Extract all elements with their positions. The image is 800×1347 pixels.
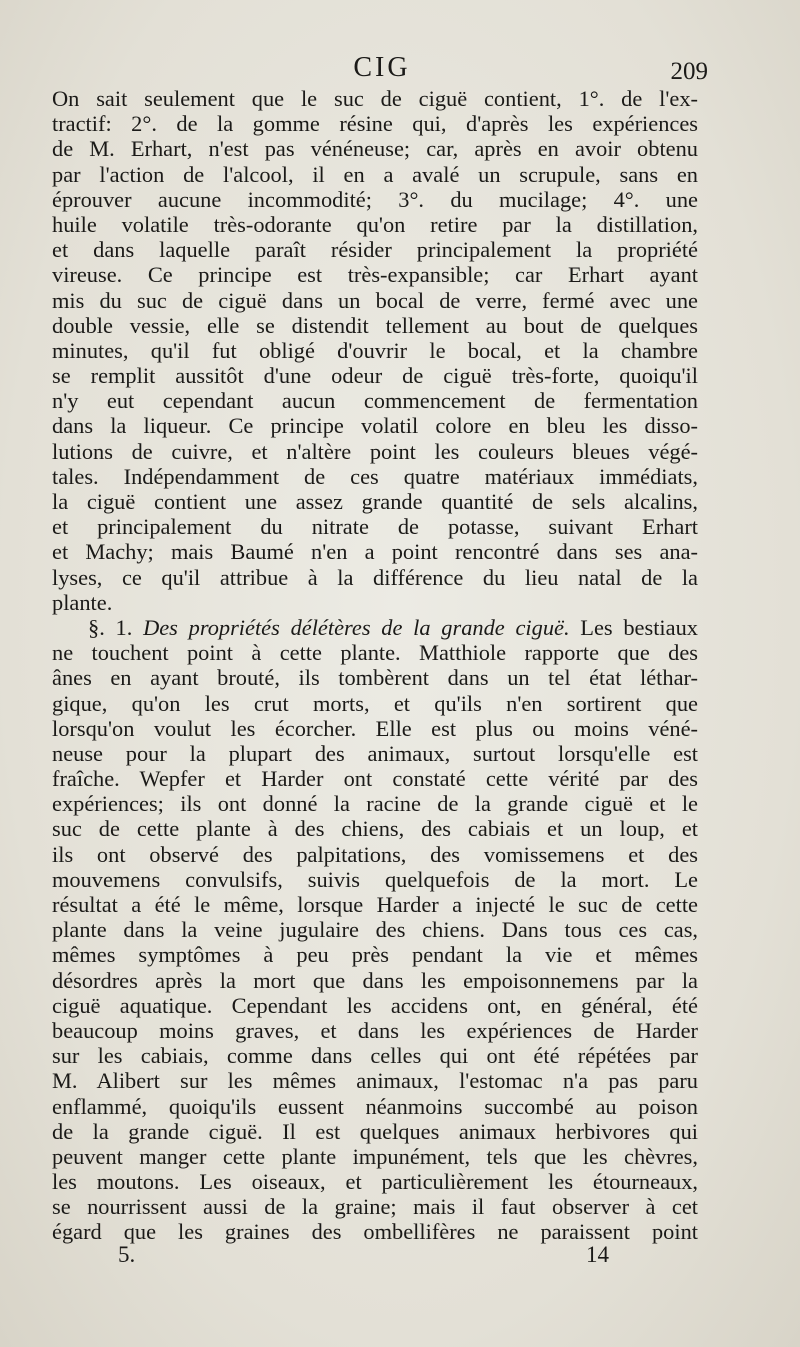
text-line: de la grande ciguë. Il est quelques animaux herbivores qui xyxy=(52,1118,698,1144)
text-line: ânes en ayant brouté, ils tombèrent dans un tel état léthar- xyxy=(52,665,698,691)
text-line: et principalement du nitrate de potasse, suivant Erhart xyxy=(52,514,698,540)
text-line: la ciguë contient une assez grande quantité de sels alcalins, xyxy=(52,489,698,514)
text-line: expériences; ils ont donné la racine de la grande ciguë et le xyxy=(52,791,698,817)
paragraph-section-1 xyxy=(52,615,698,1245)
text-line: ils ont observé des palpitations, des vomissemens et des xyxy=(52,841,698,867)
text-line: plante dans la veine jugulaire des chiens. Dans tous ces cas, xyxy=(52,917,698,943)
section-number: §. 1. xyxy=(88,614,133,640)
section-heading-line xyxy=(52,615,698,640)
page-footer xyxy=(52,1242,698,1272)
text-line: vireuse. Ce principe est très-expansible; car Erhart ayant xyxy=(52,262,698,288)
text-line: se nourrissent aussi de la graine; mais il faut observer à cet xyxy=(52,1194,698,1220)
text-line: On sait seulement que le suc de ciguë contient, 1°. de l'ex- xyxy=(52,86,698,111)
folio-number: 14 xyxy=(586,1242,609,1267)
paragraph-composition xyxy=(52,86,698,615)
text-line: lutions de cuivre, et n'altère point les couleurs bleues végé- xyxy=(52,438,698,464)
text-line: tales. Indépendamment de ces quatre matériaux immédiats, xyxy=(52,463,698,489)
text-line: éprouver aucune incommodité; 3°. du mucilage; 4°. une xyxy=(52,186,698,212)
text-line: n'y eut cependant aucun commencement de fermentation xyxy=(52,388,698,414)
text-line: ne touchent point à cette plante. Matthiole rapporte que des xyxy=(52,640,698,666)
signature-mark: 5. xyxy=(118,1242,136,1267)
text-line: de M. Erhart, n'est pas vénéneuse; car, après en avoir obtenu xyxy=(52,136,698,162)
page-number: 209 xyxy=(670,58,708,85)
text-line: désordres après la mort que dans les empoisonnemens par la xyxy=(52,967,698,993)
text-line: dans la liqueur. Ce principe volatil colore en bleu les disso- xyxy=(52,413,698,439)
running-title: CIG xyxy=(353,52,411,83)
text-line: ciguë aquatique. Cependant les accidens ont, en général, été xyxy=(52,992,698,1018)
text-line: fraîche. Wepfer et Harder ont constaté cette vérité par des xyxy=(52,766,698,792)
text-line: minutes, qu'il fut obligé d'ouvrir le bocal, et la chambre xyxy=(52,337,698,363)
section-first-line-rest: Les bestiaux xyxy=(580,614,698,640)
text-line: mis du suc de ciguë dans un bocal de verre, fermé avec une xyxy=(52,287,698,313)
text-line: sur les cabiais, comme dans celles qui ont été répétées par xyxy=(52,1043,698,1069)
text-line: gique, qu'on les crut morts, et qu'ils n'en sortirent que xyxy=(52,690,698,716)
text-line: égard que les graines des ombellifères ne paraissent point xyxy=(52,1219,698,1245)
text-line: se remplit aussitôt d'une odeur de ciguë très-forte, quoiqu'il xyxy=(52,363,698,389)
section-title: Des propriétés délétères de la grande ciguë. xyxy=(143,614,570,640)
text-line: beaucoup moins graves, et dans les expériences de Harder xyxy=(52,1017,698,1043)
text-line: huile volatile très-odorante qu'on retire par la distillation, xyxy=(52,211,698,237)
text-line: double vessie, elle se distendit tellement au bout de quelques xyxy=(52,312,698,338)
text-line: et dans laquelle paraît résider principalement la propriété xyxy=(52,237,698,263)
text-line: neuse pour la plupart des animaux, surtout lorsqu'elle est xyxy=(52,740,698,766)
text-line: suc de cette plante à des chiens, des cabiais et un loup, et xyxy=(52,816,698,842)
text-line: mouvemens convulsifs, suivis quelquefois de la mort. Le xyxy=(52,866,698,892)
text-line: les moutons. Les oiseaux, et particulièrement les étourneaux, xyxy=(52,1169,698,1195)
text-line: lyses, ce qu'il attribue à la différence du lieu natal de la xyxy=(52,564,698,590)
body-text xyxy=(52,86,698,1245)
text-line: et Machy; mais Baumé n'en a point rencontré dans ses ana- xyxy=(52,539,698,565)
text-line: enflammé, quoiqu'ils eussent néanmoins succombé au poison xyxy=(52,1093,698,1119)
text-line: peuvent manger cette plante impunément, tels que les chèvres, xyxy=(52,1143,698,1169)
text-line: lorsqu'on voulut les écorcher. Elle est plus ou moins véné- xyxy=(52,715,698,741)
text-line: par l'action de l'alcool, il en a avalé un scrupule, sans en xyxy=(52,161,698,187)
text-line: mêmes symptômes à peu près pendant la vie et mêmes xyxy=(52,942,698,968)
text-line: résultat a été le même, lorsque Harder a injecté le suc de cette xyxy=(52,892,698,917)
text-line: tractif: 2°. de la gomme résine qui, d'après les expériences xyxy=(52,111,698,137)
text-line: M. Alibert sur les mêmes animaux, l'estomac n'a pas paru xyxy=(52,1068,698,1094)
text-line: plante. xyxy=(52,589,113,615)
running-head xyxy=(52,52,712,88)
